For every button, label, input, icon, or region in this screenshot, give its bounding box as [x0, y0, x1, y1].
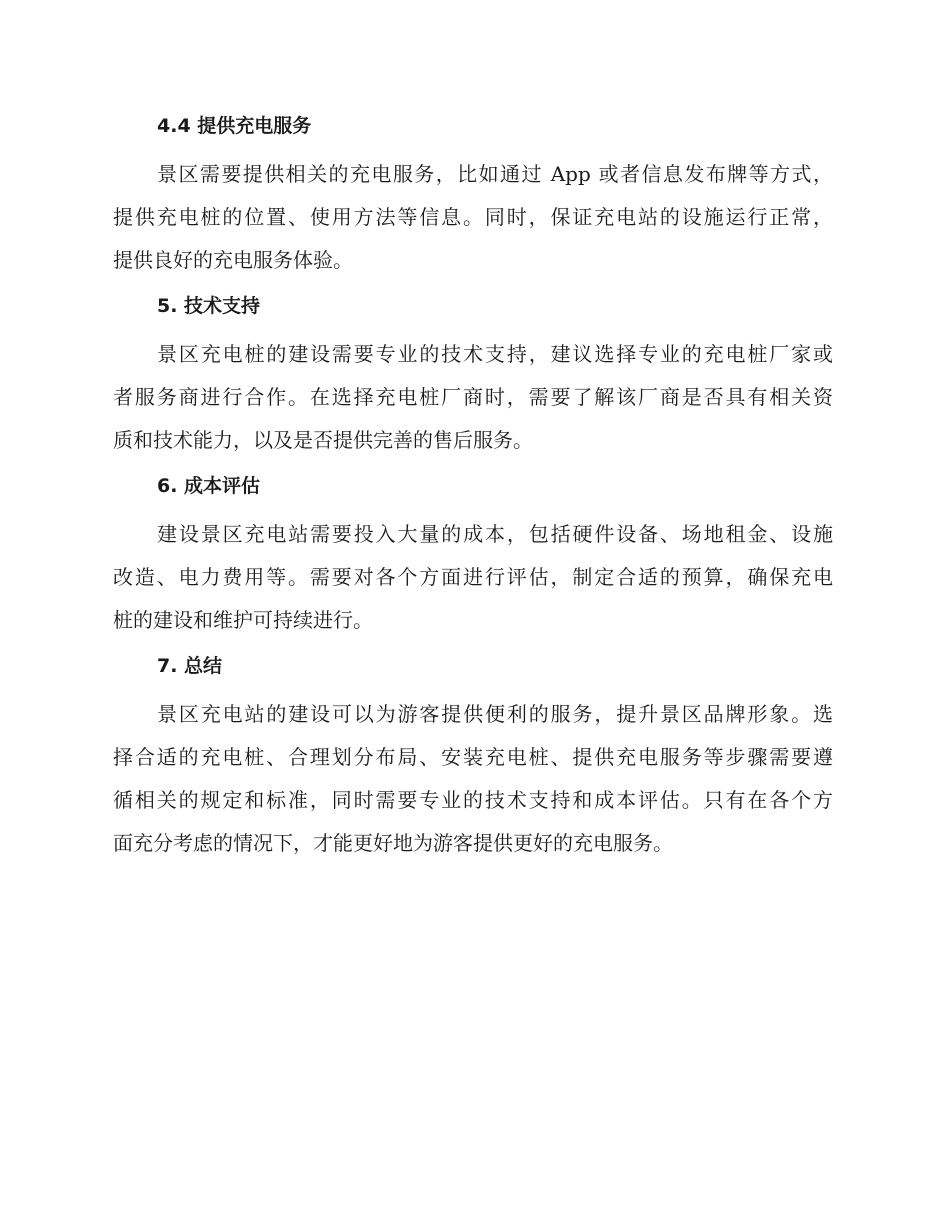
paragraph-line: 面充分考虑的情况下，才能更好地为游客提供更好的充电服务。	[113, 831, 673, 855]
section-paragraph	[113, 693, 833, 865]
paragraph-line: 桩的建设和维护可持续进行。	[113, 608, 373, 632]
section-5	[113, 290, 833, 462]
paragraph-line: 建设景区充电站需要投入大量的成本，包括硬件设备、场地租金、设施	[157, 522, 833, 546]
section-4-4	[113, 110, 833, 282]
section-6	[113, 470, 833, 642]
paragraph-line: 循相关的规定和标准，同时需要专业的技术支持和成本评估。只有在各个方	[113, 788, 833, 812]
paragraph-line: 者服务商进行合作。在选择充电桩厂商时，需要了解该厂商是否具有相关资	[113, 385, 833, 409]
section-heading: 6. 成本评估	[157, 475, 261, 497]
section-heading: 4.4 提供充电服务	[157, 115, 312, 137]
section-heading: 5. 技术支持	[157, 295, 261, 317]
section-paragraph	[113, 153, 833, 282]
paragraph-line: 景区需要提供相关的充电服务，比如通过 App 或者信息发布牌等方式，	[157, 162, 833, 186]
document-page	[113, 110, 833, 873]
paragraph-line: 改造、电力费用等。需要对各个方面进行评估，制定合适的预算，确保充电	[113, 565, 833, 589]
paragraph-line: 提供良好的充电服务体验。	[113, 248, 353, 272]
section-paragraph	[113, 513, 833, 642]
paragraph-line: 景区充电站的建设可以为游客提供便利的服务，提升景区品牌形象。选	[157, 702, 833, 726]
paragraph-line: 择合适的充电桩、合理划分布局、安装充电桩、提供充电服务等步骤需要遵	[113, 745, 833, 769]
paragraph-line: 质和技术能力，以及是否提供完善的售后服务。	[113, 428, 533, 452]
paragraph-line: 提供充电桩的位置、使用方法等信息。同时，保证充电站的设施运行正常，	[113, 205, 833, 229]
section-7	[113, 650, 833, 865]
paragraph-line: 景区充电桩的建设需要专业的技术支持，建议选择专业的充电桩厂家或	[157, 342, 833, 366]
section-heading: 7. 总结	[157, 655, 223, 677]
section-paragraph	[113, 333, 833, 462]
